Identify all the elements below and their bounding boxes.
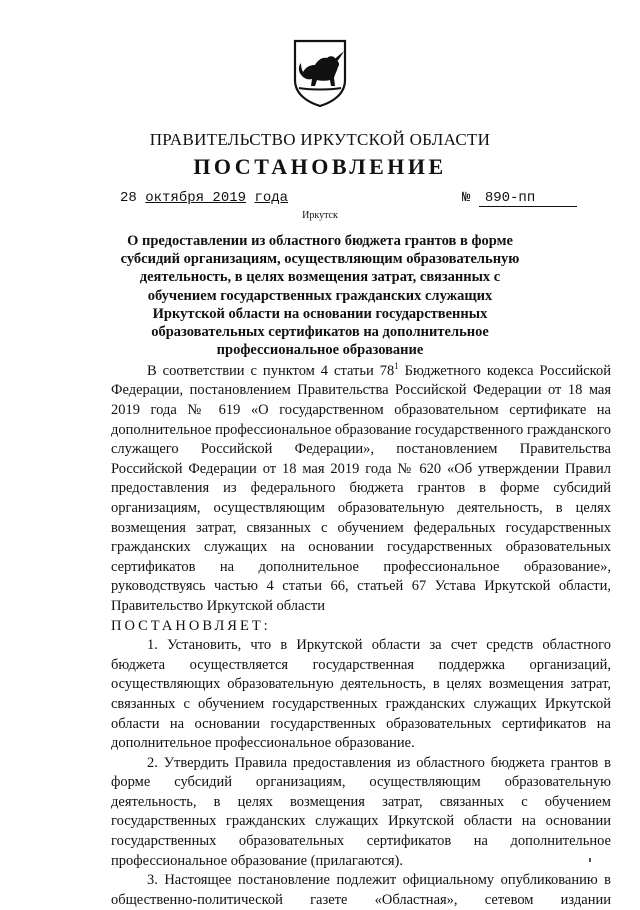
- document-date: [120, 190, 288, 206]
- preamble-paragraph: [111, 357, 611, 617]
- government-name: ПРАВИТЕЛЬСТВО ИРКУТСКОЙ ОБЛАСТИ: [149, 130, 491, 149]
- number-value: 890-пп: [479, 191, 577, 207]
- document-body: [111, 357, 611, 910]
- page-mark: [589, 858, 591, 862]
- preamble-part2: Бюджетного кодекса Российской Федерации, постановлением Правительства Российской Федерации от 18 мая 2019 года № 619 «О государственном образовательном сертификате на дополнительное профессиональное образование государственного гражданского служащего Российской Федерации», постановлением Правительства Российской Федерации от 18 мая 2019 года № 620 «Об утверждении Правил предоставления из федерального бюджета грантов в форме субсидий организациям, осуществляющим образовательную деятельность, в целях возмещения затрат, связанных с обучением федеральных государственных гражданских служащих на основании государственных образовательных сертификатов на дополнительное профессиональное образование», руководствуясь частью 4 статьи 66, статьей 67 Устава Иркутской области, Правительство Иркутской области: [111, 362, 612, 614]
- item-2: 2. Утвердить Правила предоставления из областного бюджета грантов в форме субсидий организациям, осуществляющим образовательную деятельность, в целях возмещения затрат, связанных с обучением государственных гражданских служащих Иркутской области на основании государственных образовательных сертификатов на дополнительное профессиональное образование (прилагаются).: [111, 754, 611, 869]
- document-type: ПОСТАНОВЛЕНИЕ: [193, 154, 447, 179]
- date-day: 28: [120, 190, 137, 206]
- number-sign: №: [462, 190, 471, 206]
- document-title: О предоставлении из областного бюджета грантов в форме субсидий организациям, осуществляющим образовательную деятельность, в целях возмещения затрат, связанных с обучением государственных гражданских служащих Иркутской области на основании государственных образовательных сертификатов на дополнительное профессиональное образование: [120, 233, 520, 359]
- document-number: [462, 190, 577, 207]
- document-city: Иркутск: [302, 210, 338, 221]
- date-suffix: года: [254, 190, 289, 206]
- article-superscript: 1: [394, 361, 399, 371]
- irkutsk-coat-of-arms-icon: [291, 38, 349, 108]
- date-month-year: октября 2019: [145, 190, 247, 206]
- preamble-part1: В соответствии с пунктом 4 статьи 78: [147, 362, 395, 379]
- decree-word: ПОСТАНОВЛЯЕТ:: [111, 617, 271, 634]
- item-1: 1. Установить, что в Иркутской области за счет средств областного бюджета осуществляется государственная поддержка организаций, осуществляющих образовательную деятельность, в целях возмещения затрат, связанных с обучением государственных гражданских служащих Иркутской области на основании государственных образовательных сертификатов на дополнительное профессиональное образование.: [111, 637, 611, 752]
- item-3: 3. Настоящее постановление подлежит официальному опубликованию в общественно-политической газете «Областная», сетевом издании: [111, 872, 611, 908]
